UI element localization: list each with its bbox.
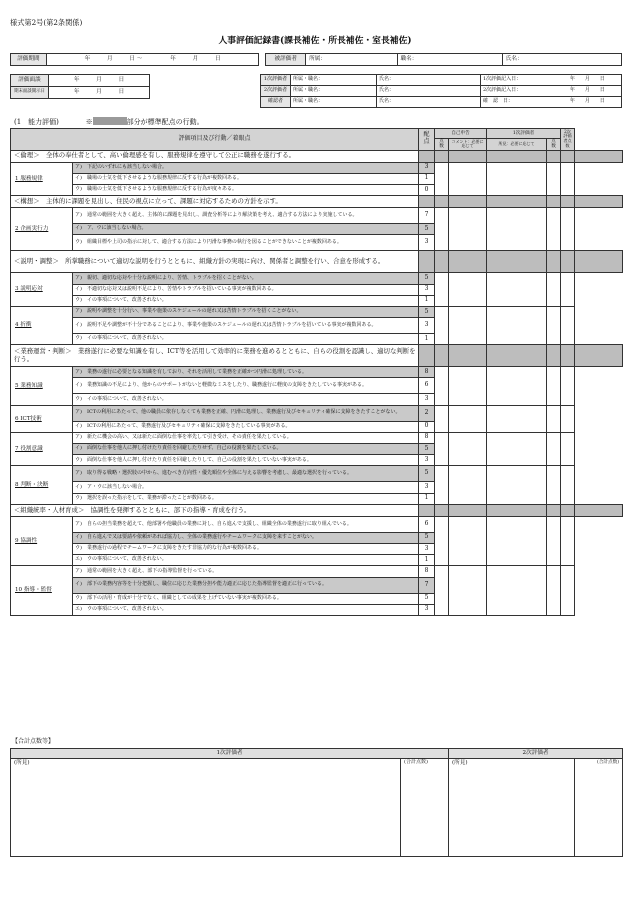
- category-fill-cell: [419, 251, 435, 273]
- total-first-header: 1次評価者: [11, 749, 449, 759]
- self-comment-cell[interactable]: [449, 367, 487, 405]
- category-fill-cell: [575, 150, 623, 162]
- first-score-cell[interactable]: [547, 208, 561, 251]
- second-opinion-field[interactable]: (所見): [449, 759, 575, 857]
- evaluator-row: [261, 75, 622, 86]
- criterion-points: 5: [419, 224, 435, 235]
- self-comment-cell[interactable]: [449, 306, 487, 344]
- criterion-points: 3: [419, 604, 435, 615]
- interview-label: 評価面談: [11, 75, 49, 87]
- criterion-text: ア) ICTの利用にあたって、他の職員に依存しなくても業務を正確、円滑に処理し、業務遂行及びセキュリティ確保に支障をきたすことがない。: [73, 405, 419, 421]
- evaluatee-label: 被評価者: [266, 54, 306, 66]
- self-score-cell[interactable]: [435, 273, 449, 307]
- second-score-cell[interactable]: [561, 367, 575, 405]
- criterion-points: 6: [419, 378, 435, 394]
- item-name-text: 3 説明応対: [15, 286, 43, 293]
- criterion-points: 5: [419, 466, 435, 482]
- first-score-header: 点数: [547, 139, 561, 151]
- category-title: ＜組織統率・人材育成＞ 協調性を発揮するとともに、部下の指導・育成を行う。: [11, 504, 419, 516]
- criterion-text: ウ) イの事項について、改善されない。: [73, 334, 419, 345]
- criterion-points: 3: [419, 543, 435, 554]
- criterion-points: 5: [419, 444, 435, 455]
- period-field[interactable]: 年 月 日 〜 年 月 日: [46, 54, 259, 66]
- note-text: 部分が標準配点の行動。: [126, 118, 204, 126]
- evaluator-name-field[interactable]: 氏名：: [377, 75, 481, 86]
- item-name: [11, 405, 73, 432]
- second-score-cell[interactable]: [561, 208, 575, 251]
- section-heading: [14, 117, 204, 126]
- category-row: [11, 150, 623, 162]
- first-score-cell[interactable]: [547, 466, 561, 504]
- category-fill-cell: [575, 251, 623, 273]
- item-name-text: 5 業務知識: [15, 382, 43, 389]
- criterion-points: 3: [419, 284, 435, 295]
- first-score-cell[interactable]: [547, 566, 561, 616]
- criterion-row: [11, 516, 623, 532]
- category-fill-cell: [487, 504, 547, 516]
- criterion-text: イ) 面倒な仕事を他人に押し付けたり責任を回避したりせず、自己の役割を果たしている。: [73, 444, 419, 455]
- criterion-points: 1: [419, 295, 435, 306]
- first-comment-cell[interactable]: [487, 306, 547, 344]
- second-score-cell[interactable]: [561, 566, 575, 616]
- self-comment-cell[interactable]: [449, 162, 487, 196]
- category-fill-cell: [435, 504, 449, 516]
- first-comment-cell[interactable]: [487, 405, 547, 432]
- self-score-cell[interactable]: [435, 405, 449, 432]
- self-comment-cell[interactable]: [449, 466, 487, 504]
- interview-table: [10, 74, 150, 99]
- category-fill-cell: [435, 251, 449, 273]
- category-fill-cell: [419, 504, 435, 516]
- category-fill-cell: [487, 150, 547, 162]
- item-name: [11, 306, 73, 344]
- first-comment-cell[interactable]: [487, 432, 547, 466]
- criterion-points: 3: [419, 162, 435, 173]
- result-date-field[interactable]: 年 月 日: [49, 87, 150, 99]
- criterion-row: [11, 367, 623, 378]
- first-comment-cell[interactable]: [487, 367, 547, 405]
- criterion-points: 1: [419, 173, 435, 184]
- criterion-points: 7: [419, 577, 435, 593]
- item-name: [11, 516, 73, 566]
- item-name: [11, 367, 73, 405]
- second-score-cell[interactable]: [561, 516, 575, 566]
- category-fill-cell: [435, 150, 449, 162]
- category-title: ＜説明・調整＞ 所掌職務について適切な説明を行うとともに、組織方針の実現に向け、関係者と調整を行い、合意を形成する。: [11, 251, 419, 273]
- self-comment-header: コメント：必要に応じて: [449, 139, 487, 151]
- criterion-text: ア) 自らの担当業務を超えて、他部署や他職員の業務に対し、自ら進んで支援し、組織全体の業務遂行に取り組んでいる。: [73, 516, 419, 532]
- evaluator-entry-date-label: 2次評価記入日：: [481, 86, 554, 97]
- item-name: [11, 273, 73, 307]
- category-title: ＜倫理＞ 全体の奉仕者として、高い倫理感を有し、服務規律を遵守して公正に職務を遂行する。: [11, 150, 419, 162]
- evaluator-date-field[interactable]: 年 月 日: [554, 86, 622, 97]
- first-comment-cell[interactable]: [487, 466, 547, 504]
- evaluator-entry-date-label: 1次評価記入日：: [481, 75, 554, 86]
- header-table: [10, 53, 622, 66]
- criterion-text: ア) 取り得る戦略・選択肢の中から、進むべき方向性・優先順位や全体に与える影響を考慮し、最適な選択を行っている。: [73, 466, 419, 482]
- category-title: ＜業務運営・判断＞ 業務遂行に必要な知識を有し、ICT等を活用して効率的に業務を進めるとともに、自らの役割を認識し、適切な判断を行う。: [11, 345, 419, 367]
- criterion-text: イ) ICTの利用にあたって、業務遂行及びセキュリティ確保に支障をきたしている事実がある。: [73, 421, 419, 432]
- criterion-row: [11, 208, 623, 224]
- result-label: 期末面談開示日: [11, 87, 49, 99]
- criterion-text: ア) 説明や調整を十分行い、事業や施策のスケジュールの遅れ又は苦情トラブルを招くことがない。: [73, 306, 419, 317]
- criterion-points: 3: [419, 235, 435, 251]
- second-score-cell[interactable]: [561, 273, 575, 307]
- second-score-cell[interactable]: [561, 405, 575, 432]
- first-comment-cell[interactable]: [487, 162, 547, 196]
- category-row: [11, 345, 623, 367]
- criterion-points: 6: [419, 516, 435, 532]
- category-fill-cell: [419, 345, 435, 367]
- second-score-cell[interactable]: [561, 466, 575, 504]
- item-name-text: 10 指導・監督: [15, 587, 52, 594]
- criterion-text: ウ) 職場の士気を低下させるような服務規律に反する行為が度々ある。: [73, 184, 419, 195]
- first-sum-field[interactable]: (合計点数): [401, 759, 449, 857]
- total-second-header: 2次評価者: [449, 749, 623, 759]
- self-score-cell[interactable]: [435, 466, 449, 504]
- first-score-cell[interactable]: [547, 405, 561, 432]
- criterion-points: 8: [419, 432, 435, 443]
- category-fill-cell: [449, 150, 487, 162]
- evaluator-role-label: 2次評価者: [261, 86, 291, 97]
- evaluator-row: [261, 97, 622, 108]
- category-title: ＜構想＞ 主体的に課題を見出し、住民の視点に立って、課題に対応するための方針を示す。: [11, 196, 419, 208]
- criterion-points: 3: [419, 455, 435, 466]
- first-column-header: 1次評価者: [487, 129, 561, 139]
- criterion-row: [11, 566, 623, 577]
- criterion-points: 3: [419, 318, 435, 334]
- category-fill-cell: [487, 196, 547, 208]
- criterion-row: [11, 162, 623, 173]
- category-fill-cell: [419, 150, 435, 162]
- second-sum-field[interactable]: (合計点数): [575, 759, 623, 857]
- item-name-text: 9 協調性: [15, 537, 38, 544]
- category-fill-cell: [547, 504, 561, 516]
- criterion-text: イ) 業務知識の不足により、他からのサポートがないと軽微なミスをしたり、職務遂行に軽度の支障をきたしている事実がある。: [73, 378, 419, 394]
- self-score-cell[interactable]: [435, 367, 449, 405]
- criterion-text: エ) ウの事項について、改善されない。: [73, 604, 419, 615]
- category-fill-cell: [547, 196, 561, 208]
- criterion-points: 2: [419, 405, 435, 421]
- category-fill-cell: [547, 345, 561, 367]
- second-score-cell[interactable]: [561, 162, 575, 196]
- first-score-cell[interactable]: [547, 516, 561, 566]
- first-score-cell[interactable]: [547, 306, 561, 344]
- criterion-text: イ) 自ら進んで又は要請や依頼があれば協力し、全体の業務遂行やチームワークに支障を来すことがない。: [73, 532, 419, 543]
- category-row: [11, 251, 623, 273]
- first-comment-header: 所見：必要に応じて: [487, 139, 547, 151]
- criterion-points: 7: [419, 208, 435, 224]
- criterion-points: 8: [419, 566, 435, 577]
- category-fill-cell: [547, 251, 561, 273]
- second-score-cell[interactable]: [561, 432, 575, 466]
- evaluator-role-label: 1次評価者: [261, 75, 291, 86]
- category-fill-cell: [575, 504, 623, 516]
- criterion-points: 5: [419, 306, 435, 317]
- criterion-points: 3: [419, 394, 435, 405]
- item-name-text: 6 ICT技術: [15, 415, 42, 422]
- first-opinion-field[interactable]: (所見): [11, 759, 401, 857]
- name-field[interactable]: 氏名：: [502, 54, 621, 66]
- evaluator-date-field[interactable]: 年 月 日: [554, 97, 622, 108]
- category-fill-cell: [487, 345, 547, 367]
- item-name: [11, 432, 73, 466]
- first-score-cell[interactable]: [547, 367, 561, 405]
- criterion-text: ウ) イの事項について、改善されない。: [73, 295, 419, 306]
- total-table: [10, 748, 623, 857]
- position-field[interactable]: 職名：: [397, 54, 502, 66]
- criterion-text: イ) ア・ウに該当しない場合。: [73, 482, 419, 493]
- item-name-text: 7 役割意識: [15, 445, 43, 452]
- category-fill-cell: [547, 150, 561, 162]
- self-comment-cell[interactable]: [449, 516, 487, 566]
- first-score-cell[interactable]: [547, 432, 561, 466]
- first-score-cell[interactable]: [547, 273, 561, 307]
- criterion-points: 8: [419, 367, 435, 378]
- category-fill-cell: [561, 196, 575, 208]
- criterion-text: ア) 新たに機会の高い、又は新たに面倒な仕事を率先して引き受け、その責任を果たしている。: [73, 432, 419, 443]
- period-label: 評価期間: [11, 54, 47, 66]
- category-fill-cell: [487, 251, 547, 273]
- page-title: 人事評価記録書(課長補佐・所長補佐・室長補佐): [218, 36, 412, 46]
- item-name: [11, 208, 73, 251]
- criterion-points: 0: [419, 421, 435, 432]
- self-score-header: 点数: [435, 139, 449, 151]
- self-score-cell[interactable]: [435, 432, 449, 466]
- criterion-text: ア) 下記のいずれにも該当しない場合。: [73, 162, 419, 173]
- criterion-text: イ) 職場の士気を低下させるような服務規律に反する行為が複数回ある。: [73, 173, 419, 184]
- category-fill-cell: [561, 251, 575, 273]
- evaluator-date-field[interactable]: 年 月 日: [554, 75, 622, 86]
- item-name-text: 2 企画実行力: [15, 226, 49, 232]
- criterion-row: [11, 273, 623, 284]
- item-column-header: 評価項目及び行動／着眼点: [11, 129, 419, 151]
- second-column-header: 2次評価者点数: [561, 129, 575, 151]
- criterion-text: ウ) 部下の活用・育成が十分でなく、組織としての成果を上げていない事実が複数回ある。: [73, 593, 419, 604]
- interview-date-field[interactable]: 年 月 日: [49, 75, 150, 87]
- item-name: [11, 466, 73, 504]
- evaluator-entry-date-label: 確 認 日：: [481, 97, 554, 108]
- criterion-row: [11, 466, 623, 482]
- self-score-cell[interactable]: [435, 566, 449, 616]
- evaluator-name-field[interactable]: 氏名：: [377, 86, 481, 97]
- category-fill-cell: [575, 196, 623, 208]
- self-comment-cell[interactable]: [449, 405, 487, 432]
- evaluators-table: [260, 74, 622, 108]
- second-score-cell[interactable]: [561, 306, 575, 344]
- self-score-cell[interactable]: [435, 516, 449, 566]
- criterion-text: ウ) 面倒な仕事を他人に押し付けたり責任を回避したりして、自己の役割を果たしていない事実がある。: [73, 455, 419, 466]
- category-fill-cell: [561, 345, 575, 367]
- criterion-points: 1: [419, 493, 435, 504]
- evaluator-role-label: 確認者: [261, 97, 291, 108]
- criterion-points: 1: [419, 555, 435, 566]
- evaluator-affiliation-field[interactable]: 所属・職名：: [291, 75, 377, 86]
- criterion-points: 5: [419, 532, 435, 543]
- shade-sample: [93, 117, 127, 125]
- first-comment-cell[interactable]: [487, 273, 547, 307]
- evaluator-affiliation-field[interactable]: 所属・職名：: [291, 86, 377, 97]
- category-fill-cell: [575, 345, 623, 367]
- criterion-text: イ) 部下の業務内容等を十分把握し、職位に応じた業務分担や能力適正に応じた指導監督を適正に行っている。: [73, 577, 419, 593]
- criterion-points: 5: [419, 593, 435, 604]
- evaluator-row: [261, 86, 622, 97]
- self-score-cell[interactable]: [435, 208, 449, 251]
- category-fill-cell: [449, 196, 487, 208]
- self-column-header: 自己申告: [435, 129, 487, 139]
- criterion-text: エ) ウの事項について、改善されない。: [73, 555, 419, 566]
- item-name: [11, 566, 73, 616]
- criterion-text: ウ) 組織目標や上司の指示に対して、適合する方法により円滑な事務の執行を図ることができないことが複数回ある。: [73, 235, 419, 251]
- self-score-cell[interactable]: [435, 162, 449, 196]
- criterion-text: ア) 業務の遂行に必要となる知識を有しており、それを活用して業務を正確かつ円滑に処理している。: [73, 367, 419, 378]
- category-fill-cell: [449, 251, 487, 273]
- criterion-text: イ) 説明不足や調整が不十分であることにより、事業や施策のスケジュールの遅れ又は苦情トラブルを招いている事実が複数回ある。: [73, 318, 419, 334]
- first-comment-cell[interactable]: [487, 566, 547, 616]
- criterion-text: ア) 親切、適切な応対や十分な説明により、苦情、トラブルを招くことがない。: [73, 273, 419, 284]
- item-name-text: 4 折衝: [15, 322, 32, 329]
- evaluator-affiliation-field[interactable]: 所属・職名：: [291, 97, 377, 108]
- criterion-row: [11, 405, 623, 421]
- note-mark: ※: [85, 118, 93, 126]
- criterion-text: ア) 通常の範囲を大きく超え、主体的に課題を見出し、調査分析等により解決策を考え、適合する方法により実施している。: [73, 208, 419, 224]
- self-comment-cell[interactable]: [449, 208, 487, 251]
- first-comment-cell[interactable]: [487, 208, 547, 251]
- evaluator-name-field[interactable]: 氏名：: [377, 97, 481, 108]
- points-column-header: 配点: [419, 129, 435, 151]
- category-fill-cell: [419, 196, 435, 208]
- criterion-text: イ) 不適切な応対又は説明不足により、苦情やトラブルを招いている事実が複数回ある。: [73, 284, 419, 295]
- criterion-text: ウ) 業務遂行の過程でチームワークに支障をきたす非協力的な行為が複数回ある。: [73, 543, 419, 554]
- self-comment-cell[interactable]: [449, 273, 487, 307]
- category-fill-cell: [435, 196, 449, 208]
- criterion-text: ウ) 選択を誤った指示をして、業務が滞ったことが数回ある。: [73, 493, 419, 504]
- criterion-text: ウ) イの事項について、改善されない。: [73, 394, 419, 405]
- criterion-points: 5: [419, 273, 435, 284]
- total-label: 【合計点数等】: [12, 738, 55, 745]
- item-name-text: 1 服務規律: [15, 175, 43, 182]
- criterion-points: 3: [419, 482, 435, 493]
- section-number: (1 能力評価): [14, 118, 59, 126]
- criterion-row: [11, 306, 623, 317]
- category-row: [11, 504, 623, 516]
- self-comment-cell[interactable]: [449, 566, 487, 616]
- category-fill-cell: [449, 504, 487, 516]
- criterion-points: 0: [419, 184, 435, 195]
- category-fill-cell: [449, 345, 487, 367]
- category-fill-cell: [561, 150, 575, 162]
- category-row: [11, 196, 623, 208]
- evaluation-table: [10, 128, 623, 616]
- item-name-text: 8 判断・決断: [15, 481, 49, 488]
- criterion-points: 1: [419, 334, 435, 345]
- criterion-row: [11, 432, 623, 443]
- self-comment-cell[interactable]: [449, 432, 487, 466]
- self-score-cell[interactable]: [435, 306, 449, 344]
- affiliation-field[interactable]: 所属：: [306, 54, 397, 66]
- form-number: 様式第2号(第2条関係): [10, 18, 83, 27]
- item-name: [11, 162, 73, 196]
- criterion-text: ア) 通常の範囲を大きく超え、部下の指導監督を行っている。: [73, 566, 419, 577]
- criterion-text: イ) ア、ウに該当しない場合。: [73, 224, 419, 235]
- category-fill-cell: [561, 504, 575, 516]
- first-score-cell[interactable]: [547, 162, 561, 196]
- first-comment-cell[interactable]: [487, 516, 547, 566]
- category-fill-cell: [435, 345, 449, 367]
